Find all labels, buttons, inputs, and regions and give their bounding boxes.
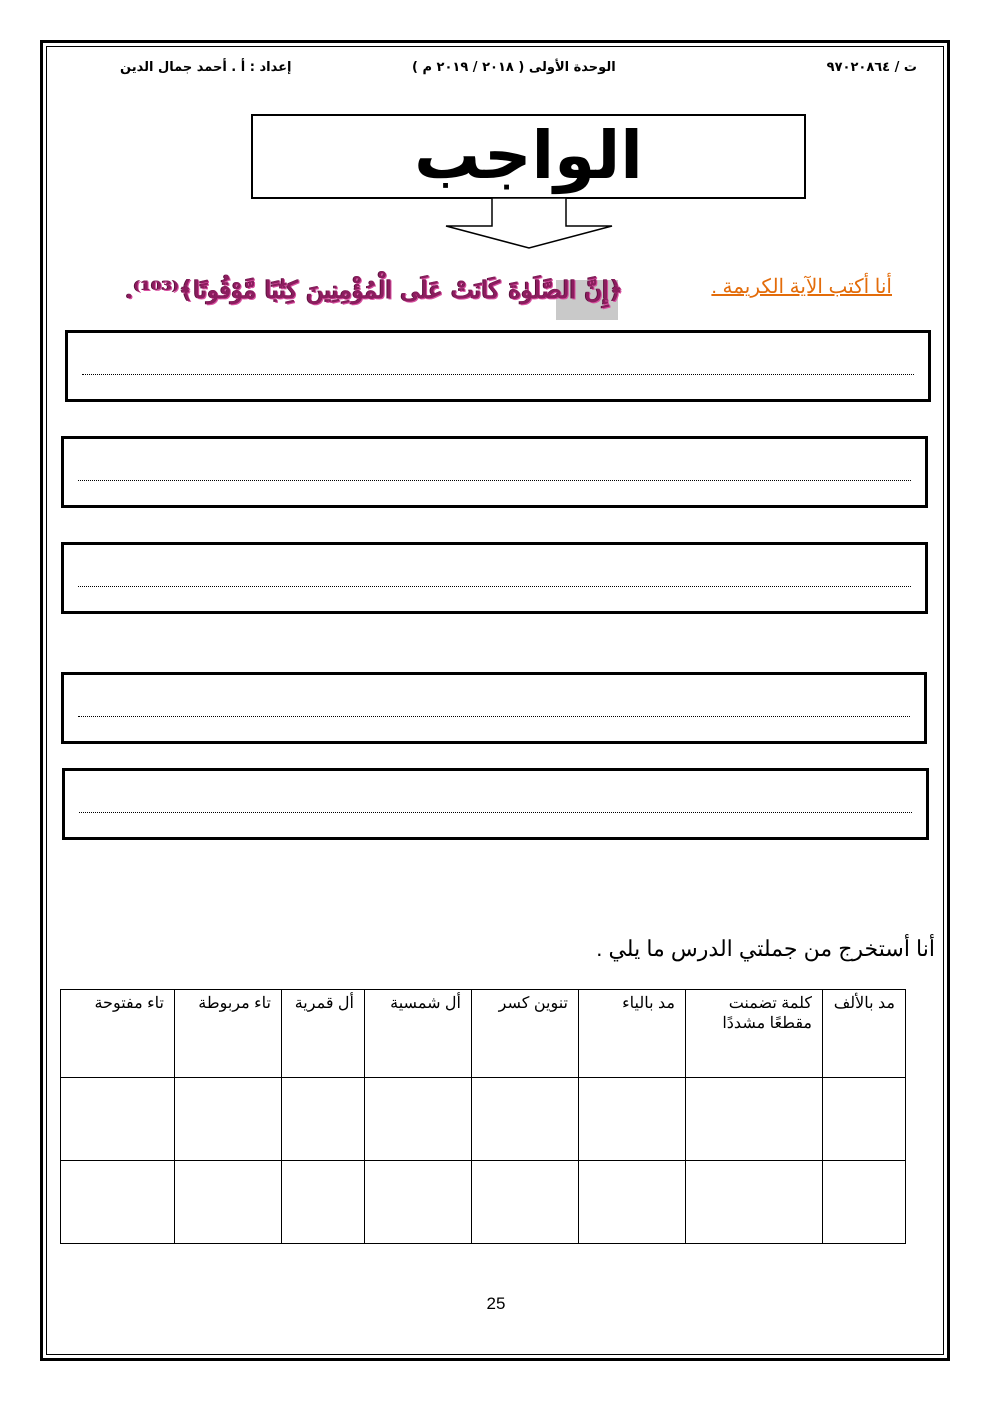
column-header: مد بالألف — [823, 990, 906, 1078]
answer-cell[interactable] — [61, 1161, 175, 1244]
answer-cell[interactable] — [686, 1161, 823, 1244]
column-header: أل شمسية — [365, 990, 472, 1078]
answer-cell[interactable] — [579, 1078, 686, 1161]
column-header: مد بالياء — [579, 990, 686, 1078]
writing-line[interactable] — [79, 812, 912, 813]
title-box — [251, 114, 806, 199]
answer-cell[interactable] — [472, 1078, 579, 1161]
quran-verse: ﴿إِنَّ الصَّلَوٰةَ كَانَتْ عَلَى الْمُؤْمِنِينَ كِتَٰبًا مَّوْقُوتًا﴾⁽¹⁰³⁾. — [125, 275, 623, 304]
page-title: الواجب — [414, 117, 643, 194]
writing-box-4[interactable] — [61, 672, 927, 744]
extract-table — [60, 989, 906, 1244]
column-header: تنوين كسر — [472, 990, 579, 1078]
column-header: أل قمرية — [282, 990, 365, 1078]
answer-cell[interactable] — [175, 1161, 282, 1244]
answer-cell[interactable] — [282, 1078, 365, 1161]
column-header: كلمة تضمنت مقطعًا مشددًا — [686, 990, 823, 1078]
writing-box-2[interactable] — [61, 436, 928, 508]
table-header-row — [61, 990, 906, 1078]
answer-cell[interactable] — [823, 1161, 906, 1244]
answer-cell[interactable] — [823, 1078, 906, 1161]
extract-instruction: أنا أستخرج من جملتي الدرس ما يلي . — [596, 936, 935, 961]
table-row — [61, 1161, 906, 1244]
writing-line[interactable] — [78, 480, 911, 481]
writing-line[interactable] — [78, 716, 910, 717]
writing-line[interactable] — [82, 374, 914, 375]
answer-cell[interactable] — [686, 1078, 823, 1161]
header-phone: ت / ٩٧٠٢٠٨٦٤ — [826, 60, 917, 75]
column-header: تاء مربوطة — [175, 990, 282, 1078]
page-number: 25 — [486, 1294, 506, 1313]
answer-cell[interactable] — [365, 1078, 472, 1161]
answer-cell[interactable] — [579, 1161, 686, 1244]
writing-box-1[interactable] — [65, 330, 931, 402]
table-row — [61, 1078, 906, 1161]
answer-cell[interactable] — [175, 1078, 282, 1161]
writing-line[interactable] — [78, 586, 911, 587]
answer-cell[interactable] — [61, 1078, 175, 1161]
verse-instruction: أنا أكتب الآية الكريمة . — [711, 276, 892, 298]
writing-box-5[interactable] — [62, 768, 929, 840]
answer-cell[interactable] — [472, 1161, 579, 1244]
answer-cell[interactable] — [365, 1161, 472, 1244]
writing-box-3[interactable] — [61, 542, 928, 614]
answer-cell[interactable] — [282, 1161, 365, 1244]
header-author: إعداد : أ . أحمد جمال الدين — [120, 60, 292, 75]
down-arrow-icon — [440, 196, 620, 252]
column-header: تاء مفتوحة — [61, 990, 175, 1078]
header-unit: الوحدة الأولى ( ٢٠١٨ / ٢٠١٩ م ) — [412, 60, 616, 75]
